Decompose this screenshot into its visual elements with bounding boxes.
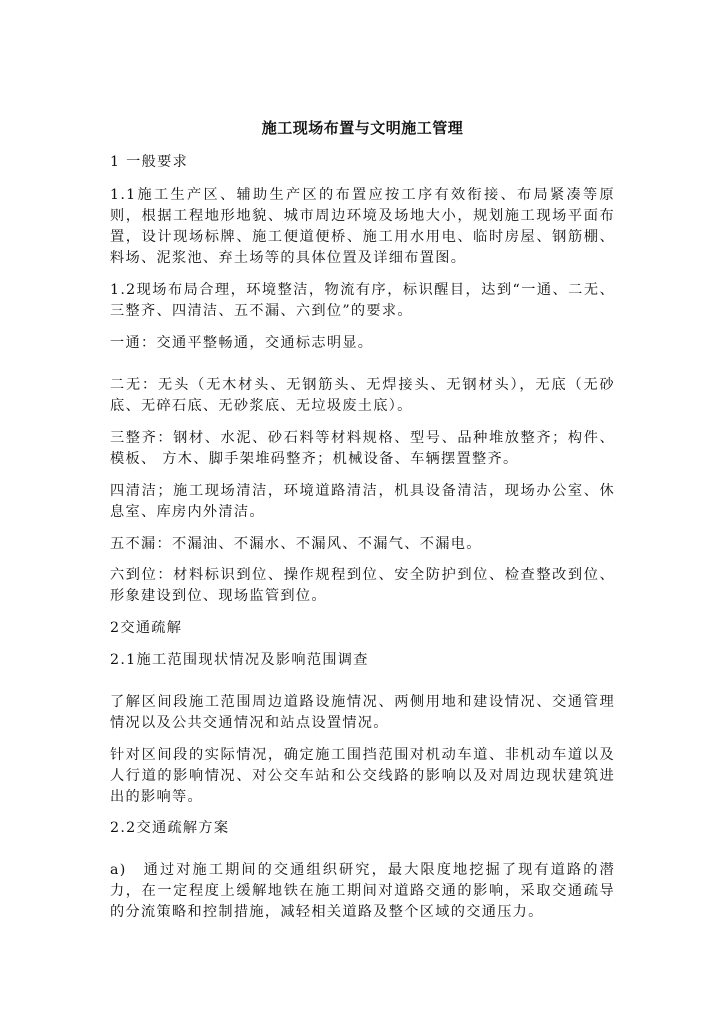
paragraph-yitong: 一通：交通平整畅通，交通标志明显。 bbox=[110, 335, 374, 351]
subsection-heading-2-1: 2.1施工范围现状情况及影响范围调查 bbox=[110, 652, 369, 668]
paragraph-sanzhengqi: 三整齐：钢材、水泥、砂石料等材料规格、型号、品种堆放整齐；构件、模板、 方木、脚手架堆码整齐；机械设备、车辆摆置整齐。 bbox=[110, 430, 615, 467]
paragraph-2-2-a: a) 通过对施工期间的交通组织研究，最大限度地挖掘了现有道路的潜力，在一定程度上缓解地铁在施工期间对道路交通的影响，采取交通疏导的分流策略和控制措施，减轻相关道路及整个区域的交通压力。 bbox=[110, 862, 615, 920]
subsection-heading-2-2: 2.2交通疏解方案 bbox=[110, 820, 230, 836]
paragraph-siqingjie: 四清洁；施工现场清洁，环境道路清洁，机具设备清洁，现场办公室、休息室、库房内外清洁。 bbox=[110, 483, 615, 520]
paragraph-wubulou: 五不漏：不漏油、不漏水、不漏风、不漏气、不漏电。 bbox=[110, 536, 482, 552]
paragraph-erwu: 二无：无头（无木材头、无钢筋头、无焊接头、无钢材头），无底（无砂底、无碎石底、无砂浆底、无垃圾废土底）。 bbox=[110, 377, 615, 414]
paragraph-liudaowei: 六到位：材料标识到位、操作规程到位、安全防护到位、检查整改到位、形象建设到位、现场监管到位。 bbox=[110, 567, 615, 604]
paragraph-2-1-a: 了解区间段施工范围周边道路设施情况、两侧用地和建设情况、交通管理情况以及公共交通情况和站点设置情况。 bbox=[110, 694, 615, 731]
section-heading-1: 1 一般要求 bbox=[110, 154, 189, 170]
section-heading-2: 2交通疏解 bbox=[110, 620, 183, 636]
document-title: 施工现场布置与文明施工管理 bbox=[261, 119, 464, 137]
paragraph-1-2: 1.2现场布局合理，环境整洁，物流有序，标识醒目，达到“一通、二无、三整齐、四清洁、五不漏、六到位”的要求。 bbox=[110, 282, 615, 319]
paragraph-1-1: 1.1施工生产区、辅助生产区的布置应按工序有效衔接、布局紧凑等原则，根据工程地形地貌、城市周边环境及场地大小，规划施工现场平面布置，设计现场标牌、施工便道便桥、施工用水用电、临时房屋、钢筋棚、料场、泥浆池、弃土场等的具体位置及详细布置图。 bbox=[110, 187, 615, 266]
paragraph-2-1-b: 针对区间段的实际情况，确定施工围挡范围对机动车道、非机动车道以及人行道的影响情况、对公交车站和公交线路的影响以及对周边现状建筑进出的影响等。 bbox=[110, 747, 615, 805]
